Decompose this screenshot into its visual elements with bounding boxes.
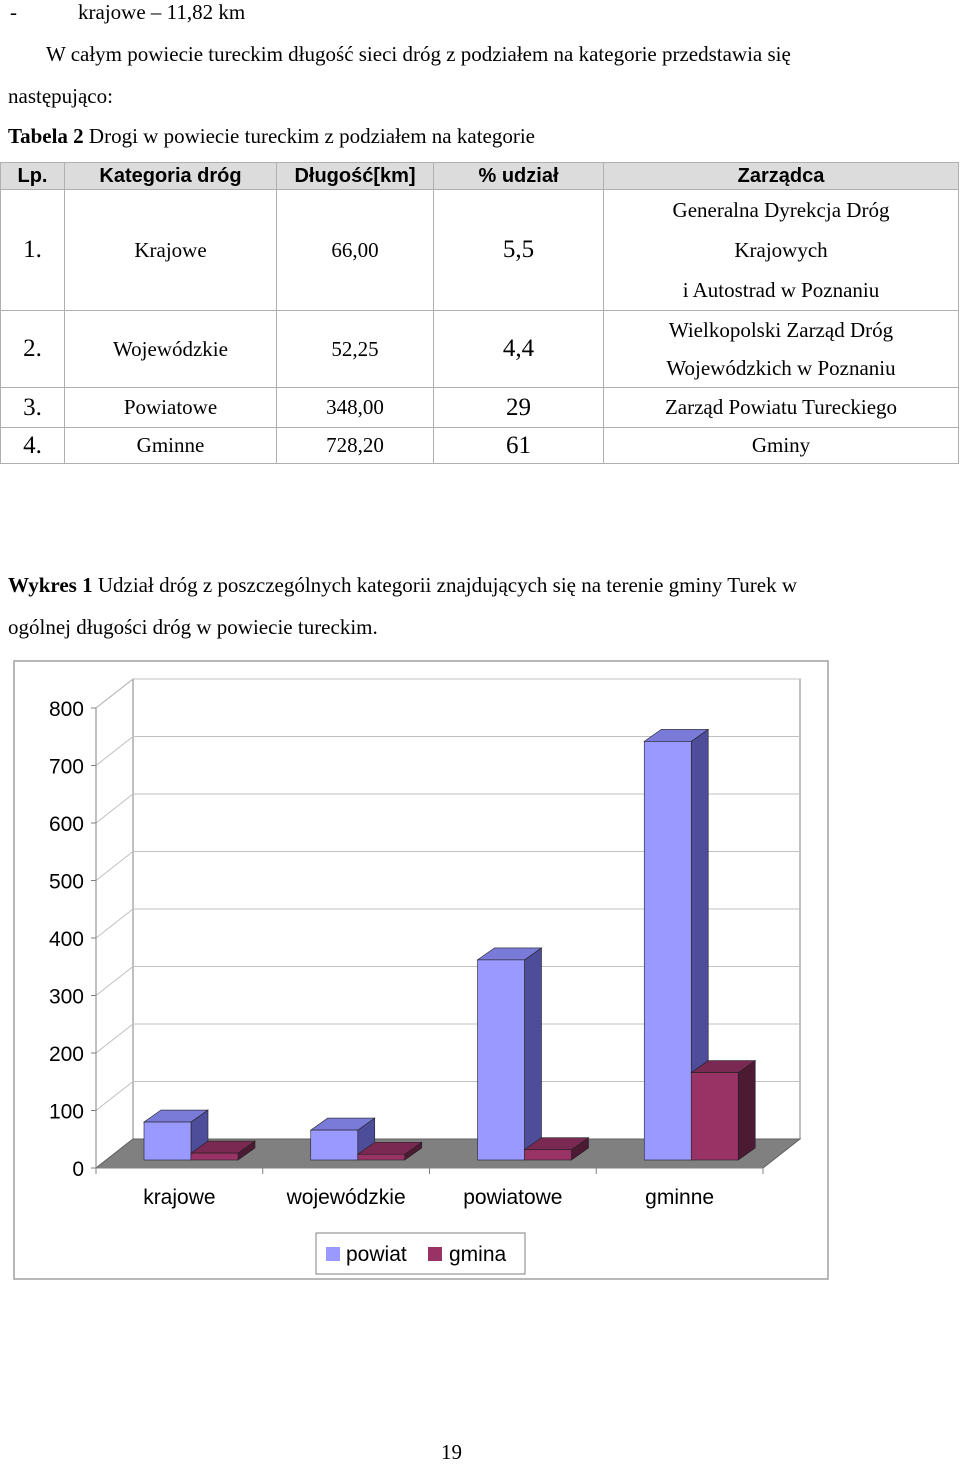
header-udzial: % udział bbox=[434, 163, 604, 190]
chart-caption-label: Wykres 1 bbox=[8, 573, 93, 597]
legend-label-powiat: powiat bbox=[346, 1243, 407, 1266]
zarzadca-line: Krajowych bbox=[734, 238, 828, 262]
chart-caption-text: Udział dróg z poszczególnych kategorii znajdujących się na terenie gminy Turek w bbox=[92, 573, 798, 597]
bullet-dash: - bbox=[10, 0, 17, 24]
legend-swatch-gmina bbox=[428, 1247, 442, 1261]
cell-lp: 3. bbox=[1, 388, 65, 428]
y-tick-label: 400 bbox=[48, 928, 84, 951]
bar-front bbox=[478, 960, 525, 1160]
legend-label-gmina: gmina bbox=[449, 1243, 507, 1266]
bar-front bbox=[311, 1130, 358, 1160]
cell-kategoria: Wojewódzkie bbox=[65, 311, 277, 388]
intro-paragraph-line1: W całym powiecie tureckim długość sieci dróg z podziałem na kategorie przedstawia się bbox=[46, 42, 791, 66]
bar-side bbox=[738, 1061, 755, 1160]
intro-paragraph-line2: następująco: bbox=[8, 84, 113, 108]
cell-kategoria: Powiatowe bbox=[65, 388, 277, 428]
cell-dlugosc: 728,20 bbox=[277, 428, 434, 464]
cell-udzial: 5,5 bbox=[434, 190, 604, 311]
header-zarzadca: Zarządca bbox=[604, 163, 959, 190]
bar-powiat-powiatowe bbox=[478, 948, 542, 1160]
x-tick-label: powiatowe bbox=[463, 1186, 563, 1209]
header-lp: Lp. bbox=[1, 163, 65, 190]
table-caption-text: Drogi w powiecie tureckim z podziałem na kategorie bbox=[83, 124, 535, 148]
x-tick-label: wojewódzkie bbox=[286, 1186, 406, 1209]
bar-front bbox=[358, 1154, 405, 1160]
bar-front bbox=[691, 1073, 738, 1160]
cell-kategoria: Gminne bbox=[65, 428, 277, 464]
chart-caption-line2: ogólnej długości dróg w powiecie tureckim. bbox=[8, 615, 378, 639]
bar-front bbox=[144, 1122, 191, 1160]
x-tick-label: gminne bbox=[645, 1186, 715, 1209]
y-tick-label: 600 bbox=[48, 813, 84, 836]
cell-zarzadca: Gminy bbox=[604, 428, 959, 464]
page-number: 19 bbox=[441, 1440, 462, 1464]
y-tick-label: 200 bbox=[48, 1043, 84, 1066]
bullet-text: krajowe – 11,82 km bbox=[78, 0, 246, 24]
header-kategoria: Kategoria dróg bbox=[65, 163, 277, 190]
zarzadca-line: Wojewódzkich w Poznaniu bbox=[666, 356, 896, 380]
zarzadca-line: i Autostrad w Poznaniu bbox=[682, 278, 880, 302]
bar-side bbox=[525, 948, 542, 1160]
x-tick-label: krajowe bbox=[143, 1186, 216, 1209]
bar-front bbox=[644, 741, 691, 1160]
zarzadca-line: Wielkopolski Zarząd Dróg bbox=[668, 318, 894, 342]
legend-swatch-powiat bbox=[326, 1247, 340, 1261]
cell-zarzadca: Zarząd Powiatu Tureckiego bbox=[604, 388, 959, 428]
cell-udzial: 61 bbox=[434, 428, 604, 464]
table-caption-label: Tabela 2 bbox=[8, 124, 84, 148]
cell-udzial: 29 bbox=[434, 388, 604, 428]
y-tick-label: 0 bbox=[72, 1158, 84, 1181]
cell-lp: 2. bbox=[1, 311, 65, 388]
cell-dlugosc: 52,25 bbox=[277, 311, 434, 388]
cell-dlugosc: 348,00 bbox=[277, 388, 434, 428]
bar-gmina-gminne bbox=[691, 1061, 755, 1160]
y-tick-label: 300 bbox=[48, 985, 84, 1009]
header-dlugosc: Długość[km] bbox=[277, 163, 434, 190]
bar-front bbox=[525, 1150, 572, 1160]
cell-udzial: 4,4 bbox=[434, 311, 604, 388]
y-tick-label: 500 bbox=[48, 870, 84, 894]
y-tick-label: 800 bbox=[48, 698, 84, 721]
bar-front bbox=[191, 1153, 238, 1160]
cell-dlugosc: 66,00 bbox=[277, 190, 434, 311]
y-tick-label: 100 bbox=[48, 1100, 84, 1124]
y-tick-label: 700 bbox=[48, 755, 84, 779]
cell-kategoria: Krajowe bbox=[65, 190, 277, 311]
cell-lp: 4. bbox=[1, 428, 65, 464]
cell-lp: 1. bbox=[1, 190, 65, 311]
zarzadca-line: Generalna Dyrekcja Dróg bbox=[672, 198, 890, 222]
